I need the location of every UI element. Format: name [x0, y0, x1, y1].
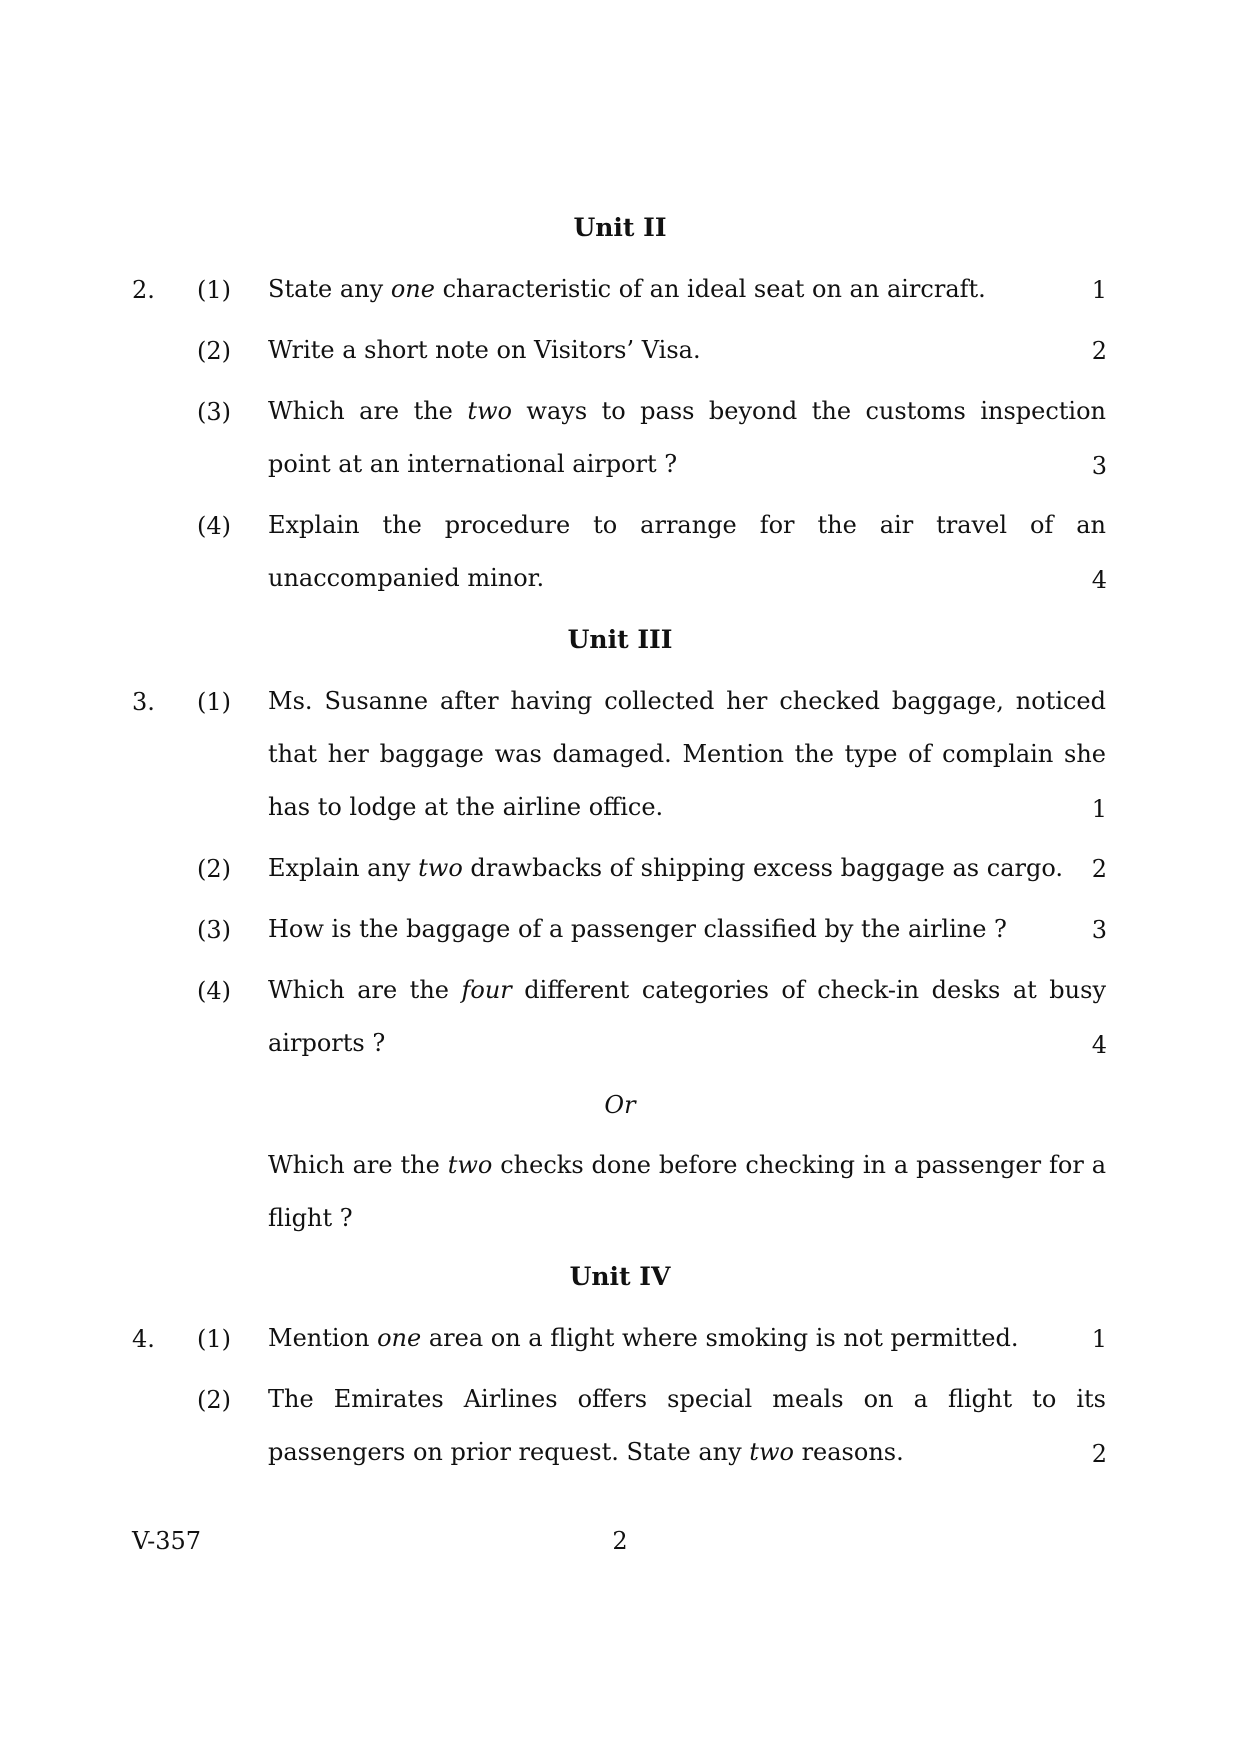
q4-2-number: (2): [197, 1386, 231, 1414]
q3-2-marks: 2: [1091, 855, 1107, 883]
q4-2-text: The Emirates Airlines offers special meals on a flight to its passengers on prior request. State any two reasons.: [268, 1385, 1106, 1466]
q2-3-number: (3): [197, 398, 231, 426]
q3-4-marks: 4: [1091, 1031, 1107, 1059]
unit-4-heading: Unit IV: [569, 1262, 671, 1291]
q3-3-text: How is the baggage of a passenger classified by the airline ?: [268, 915, 1007, 943]
q3-3-marks: 3: [1091, 916, 1107, 944]
q2-4-marks: 4: [1091, 566, 1107, 594]
question-4-number: 4.: [132, 1325, 155, 1353]
q2-3-marks: 3: [1091, 452, 1107, 480]
q4-1-marks: 1: [1091, 1325, 1107, 1353]
q2-2-number: (2): [197, 337, 231, 365]
or-separator: Or: [604, 1091, 636, 1119]
q3-1-text: Ms. Susanne after having collected her checked baggage, noticed that her baggage was damaged. Mention the type of complain she has to lodge at the airline office.: [268, 687, 1106, 821]
q3-4-number: (4): [197, 977, 231, 1005]
unit-2-heading: Unit II: [573, 213, 667, 242]
q4-1-number: (1): [197, 1325, 231, 1353]
q3-1-number: (1): [197, 688, 231, 716]
question-3-number: 3.: [132, 688, 155, 716]
q3-4-or-text: Which are the two checks done before checking in a passenger for a flight ?: [268, 1151, 1107, 1232]
unit-3-heading: Unit III: [567, 625, 673, 654]
q3-2-number: (2): [197, 855, 231, 883]
q3-1-marks: 1: [1091, 795, 1107, 823]
q2-2-marks: 2: [1091, 337, 1107, 365]
q2-1-marks: 1: [1091, 276, 1107, 304]
q2-2-text: Write a short note on Visitors’ Visa.: [268, 336, 701, 364]
q2-4-text: Explain the procedure to arrange for the air travel of an unaccompanied minor.: [268, 511, 1106, 592]
q4-2-marks: 2: [1091, 1440, 1107, 1468]
q4-1-text: Mention one area on a flight where smoking is not permitted.: [268, 1324, 1019, 1352]
paper-code: V-357: [132, 1527, 202, 1555]
q3-4-text: Which are the four different categories of check-in desks at busy airports ?: [268, 976, 1106, 1057]
q3-2-text: Explain any two drawbacks of shipping excess baggage as cargo.: [268, 854, 1063, 882]
page-number: 2: [612, 1527, 628, 1555]
question-2-number: 2.: [132, 276, 155, 304]
q3-3-number: (3): [197, 916, 231, 944]
q2-1-text: State any one characteristic of an ideal seat on an aircraft.: [268, 275, 986, 303]
q2-3-text: Which are the two ways to pass beyond the customs inspection point at an international airport ?: [268, 397, 1107, 478]
q2-4-number: (4): [197, 512, 231, 540]
q2-1-number: (1): [197, 276, 231, 304]
